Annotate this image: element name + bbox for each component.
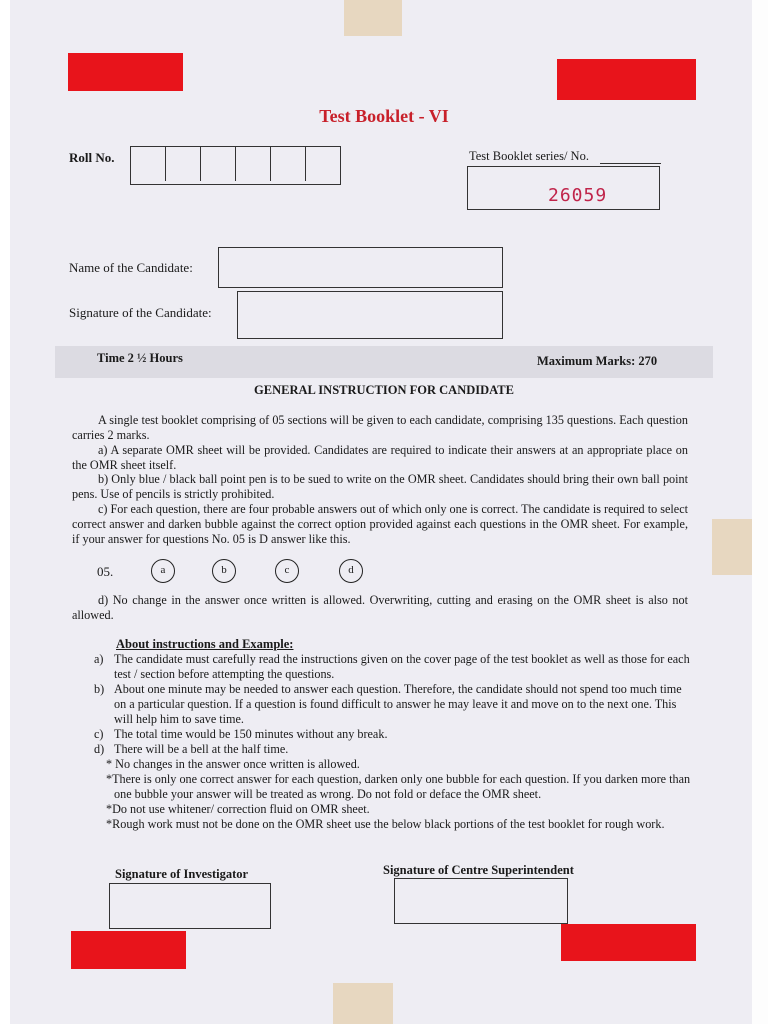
roll-cell[interactable] [271, 147, 306, 181]
superintendent-signature-label: Signature of Centre Superintendent [383, 863, 574, 877]
series-number: 26059 [548, 185, 608, 206]
about-heading: About instructions and Example: [116, 637, 294, 651]
candidate-name-field[interactable] [218, 247, 503, 288]
list-item [94, 682, 694, 727]
note-item: *There is only one correct answer for each question, darken only one bubble for each question. If you darken more than one bubble your answer will be treated as wrong. Do not fold or deface the OMR sheet. [106, 772, 691, 801]
list-marker: a) [94, 652, 104, 666]
candidate-signature-field[interactable] [237, 291, 503, 339]
about-list [94, 652, 694, 832]
roll-number-boxes[interactable] [130, 146, 341, 185]
roll-cell[interactable] [166, 147, 201, 181]
series-label: Test Booklet series/ No. [469, 149, 589, 163]
note-item: * No changes in the answer once written is allowed. [106, 757, 360, 771]
investigator-signature-label: Signature of Investigator [115, 867, 249, 881]
roll-label: Roll No. [69, 150, 115, 165]
instruction-intro: A single test booklet comprising of 05 sections will be given to each candidate, comprising 135 questions. Each question carries 2 marks. [72, 413, 688, 442]
list-marker: d) [94, 742, 105, 756]
roll-cell[interactable] [131, 147, 166, 181]
time-label: Time 2 ½ Hours [97, 351, 183, 365]
roll-cell[interactable] [201, 147, 236, 181]
list-item [94, 727, 694, 742]
tape-right [712, 519, 752, 575]
instruction-d: d) No change in the answer once written is allowed. Overwriting, cutting and erasing on the OMR sheet is also not allowed. [72, 593, 688, 622]
red-block-bottom-right [561, 924, 696, 961]
page-edge [752, 0, 768, 1024]
list-text: The candidate must carefully read the instructions given on the cover page of the test booklet as well as those for each test / section before attempting the questions. [114, 652, 690, 681]
tape-bottom [333, 983, 393, 1024]
red-block-top-left [68, 53, 183, 91]
list-text: There will be a bell at the half time. [114, 742, 289, 756]
list-text: The total time would be 150 minutes without any break. [114, 727, 388, 741]
booklet-title: Test Booklet - VI [319, 106, 449, 126]
instruction-a: a) A separate OMR sheet will be provided. Candidates are required to indicate their answers at an appropriate place on the OMR sheet itself. [72, 443, 688, 472]
example-question-number: 05. [97, 564, 114, 579]
investigator-signature-box[interactable] [109, 883, 271, 929]
note-item: *Rough work must not be done on the OMR sheet use the below black portions of the test booklet for rough work. [106, 817, 665, 831]
list-item [94, 742, 694, 757]
series-underline [600, 163, 661, 164]
maximum-marks-label: Maximum Marks: 270 [537, 354, 658, 368]
option-bubble-c: c [275, 559, 299, 583]
roll-cell[interactable] [306, 147, 340, 181]
instruction-b: b) Only blue / black ball point pen is to be sued to write on the OMR sheet. Candidates should bring their own ball point pens. Use of pencils is strictly prohibited. [72, 472, 688, 501]
candidate-signature-label: Signature of the Candidate: [69, 305, 212, 320]
roll-cell[interactable] [236, 147, 271, 181]
instruction-c: c) For each question, there are four probable answers out of which only one is correct. The candidate is required to select correct answer and darken bubble against the correct option provided against each questions in the OMR sheet. For example, if your answer for questions No. 05 is D answer like this. [72, 502, 688, 546]
option-bubble-a: a [151, 559, 175, 583]
list-text: About one minute may be needed to answer each question. Therefore, the candidate should not spend too much time on a particular question. If a question is found difficult to answer he may leave it and move on to the next one. This will help him to save time. [114, 682, 682, 726]
list-marker: c) [94, 727, 104, 741]
tape-top [344, 0, 402, 36]
note-item: *Do not use whitener/ correction fluid on OMR sheet. [106, 802, 370, 816]
option-bubble-d: d [339, 559, 363, 583]
red-block-bottom-left [71, 931, 186, 969]
list-marker: b) [94, 682, 105, 696]
superintendent-signature-box[interactable] [394, 878, 568, 924]
option-bubble-b: b [212, 559, 236, 583]
list-item [94, 652, 694, 682]
instructions-heading: GENERAL INSTRUCTION FOR CANDIDATE [254, 383, 514, 397]
candidate-name-label: Name of the Candidate: [69, 260, 193, 275]
red-block-top-right [557, 59, 696, 100]
